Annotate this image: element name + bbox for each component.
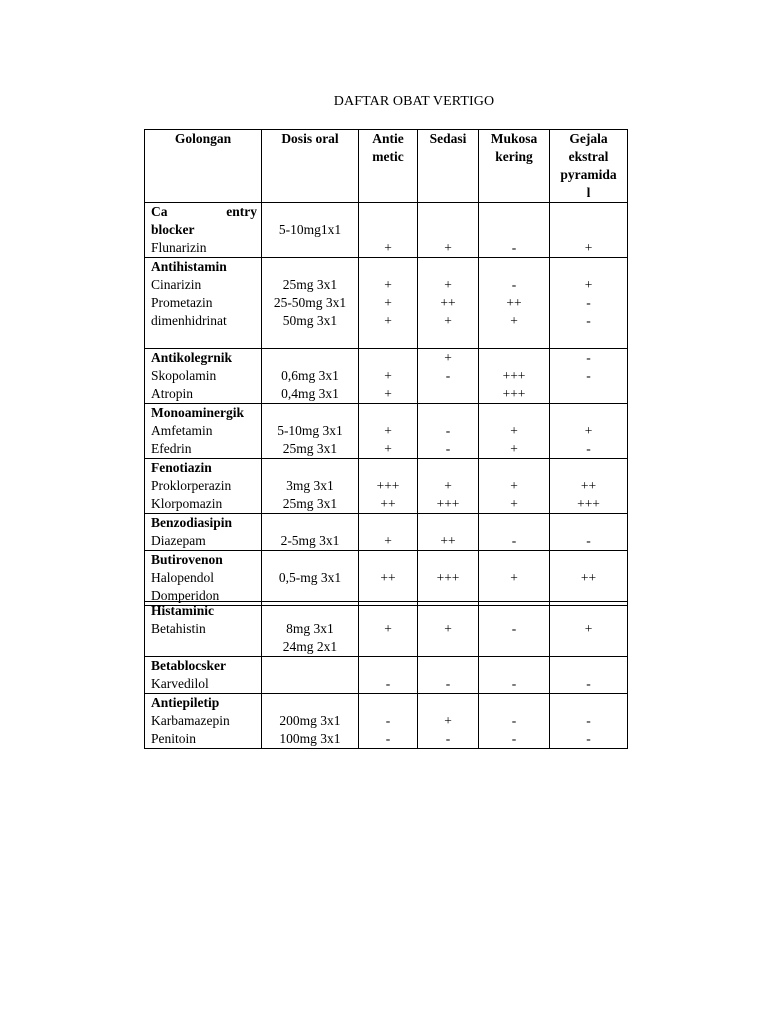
- effect-value: +++: [502, 386, 526, 401]
- effect-value: -: [385, 731, 391, 746]
- mukosa-cell: [479, 459, 550, 514]
- effect-value: ++: [440, 295, 456, 310]
- effect-value: +: [444, 313, 452, 328]
- effect-value: [418, 459, 478, 477]
- dose-value: 100mg 3x1: [279, 731, 341, 746]
- effect-value: +: [384, 295, 392, 310]
- gejala-cell: [550, 404, 628, 459]
- gejala-cell: [550, 349, 628, 404]
- effect-value: -: [511, 676, 517, 691]
- effect-value: +++: [376, 478, 400, 493]
- effect-value: [418, 221, 478, 239]
- effect-value: [550, 221, 627, 239]
- effect-value: +: [584, 621, 593, 636]
- effect-value: +: [384, 621, 392, 636]
- sedasi-cell: [418, 203, 479, 258]
- effect-value: [479, 221, 549, 239]
- effect-value: [359, 330, 417, 348]
- effect-value: -: [445, 368, 451, 383]
- effect-value: -: [586, 533, 591, 548]
- effect-value: -: [445, 441, 451, 456]
- sedasi-cell: [418, 349, 479, 404]
- drug-class-label: Fenotiazin: [151, 460, 212, 475]
- golongan-cell: [145, 459, 262, 514]
- effect-value: [418, 514, 478, 532]
- effect-value: [418, 258, 478, 276]
- golongan-cell: [145, 404, 262, 459]
- drug-name: Halopendol: [151, 570, 214, 585]
- drug-name: Betahistin: [151, 621, 206, 636]
- effect-value: [550, 551, 627, 569]
- effect-value: [550, 694, 627, 712]
- effect-value: +: [384, 313, 392, 328]
- effect-value: [359, 404, 417, 422]
- dose-value: [262, 404, 358, 422]
- drug-class-label: Antikolegrnik: [151, 350, 233, 365]
- drug-name: Penitoin: [151, 731, 197, 746]
- effect-value: [550, 459, 627, 477]
- dose-value: [262, 349, 358, 367]
- effect-value: ++: [380, 570, 396, 585]
- dosis-cell: [262, 694, 359, 749]
- drug-class-word: Ca: [151, 204, 168, 219]
- effect-value: +: [444, 713, 452, 728]
- drug-name: [151, 638, 261, 656]
- effect-value: [418, 551, 478, 569]
- dosis-cell: [262, 551, 359, 606]
- effect-value: -: [445, 676, 451, 691]
- effect-value: [550, 404, 627, 422]
- golongan-cell: [145, 514, 262, 551]
- table-row: [145, 203, 628, 258]
- dose-value: [262, 239, 358, 257]
- effect-value: [359, 551, 417, 569]
- table-row: [145, 258, 628, 349]
- effect-value: +: [510, 423, 518, 438]
- header-line: Mukosa: [490, 131, 538, 146]
- effect-value: +++: [577, 496, 600, 511]
- antiemetic-cell: [359, 203, 418, 258]
- drug-class-label: Butirovenon: [151, 552, 223, 567]
- drug-class-label: Benzodiasipin: [151, 515, 233, 530]
- effect-value: +: [384, 368, 392, 383]
- dose-value: 25-50mg 3x1: [273, 295, 347, 310]
- mukosa-cell: [479, 349, 550, 404]
- effect-value: -: [586, 676, 591, 691]
- effect-value: -: [586, 350, 591, 365]
- drug-class-label: Antiepiletip: [151, 695, 220, 710]
- effect-value: +: [384, 386, 392, 401]
- effect-value: +: [510, 570, 518, 585]
- dose-value: 0,6mg 3x1: [281, 368, 339, 383]
- effect-value: +: [584, 277, 593, 292]
- dose-value: 25mg 3x1: [282, 277, 338, 292]
- dose-value: [262, 675, 358, 693]
- antiemetic-cell: [359, 514, 418, 551]
- effect-value: -: [445, 731, 451, 746]
- effect-value: [359, 258, 417, 276]
- antiemetic-cell: [359, 258, 418, 349]
- effect-value: [479, 459, 549, 477]
- dose-value: [262, 657, 358, 675]
- gejala-cell: [550, 657, 628, 694]
- drug-name: Skopolamin: [151, 368, 217, 383]
- effect-value: +++: [436, 496, 460, 511]
- dosis-cell: [262, 349, 359, 404]
- drug-class-label: Monoaminergik: [151, 405, 244, 420]
- effect-value: +: [384, 277, 392, 292]
- effect-value: -: [586, 295, 591, 310]
- drug-name: Diazepam: [151, 533, 206, 548]
- effect-value: -: [511, 731, 517, 746]
- sedasi-cell: [418, 404, 479, 459]
- effect-value: -: [586, 441, 591, 456]
- antiemetic-cell: [359, 404, 418, 459]
- effect-value: [479, 203, 549, 221]
- table-row: [145, 404, 628, 459]
- effect-value: -: [511, 621, 517, 636]
- effect-value: -: [385, 713, 391, 728]
- effect-value: [359, 602, 417, 620]
- gejala-cell: [550, 602, 628, 657]
- effect-value: [479, 514, 549, 532]
- golongan-cell: [145, 258, 262, 349]
- sedasi-cell: [418, 657, 479, 694]
- gejala-cell: [550, 694, 628, 749]
- drug-name: Karbamazepin: [151, 713, 230, 728]
- table-row: [145, 694, 628, 749]
- antiemetic-cell: [359, 459, 418, 514]
- dosis-cell: [262, 258, 359, 349]
- effect-value: -: [586, 313, 591, 328]
- gejala-cell: [550, 459, 628, 514]
- effect-value: [550, 514, 627, 532]
- dose-value: 5-10mg 3x1: [277, 423, 343, 438]
- effect-value: [479, 694, 549, 712]
- header-dosis-oral: [262, 130, 359, 203]
- effect-value: [418, 657, 478, 675]
- mukosa-cell: [479, 657, 550, 694]
- header-line: metic: [372, 149, 404, 164]
- effect-value: [550, 258, 627, 276]
- effect-value: [550, 602, 627, 620]
- effect-value: [550, 385, 627, 403]
- drug-table: [144, 129, 628, 606]
- dose-value: [262, 694, 358, 712]
- header-line: kering: [495, 149, 533, 164]
- effect-value: +: [444, 621, 452, 636]
- effect-value: [359, 221, 417, 239]
- antiemetic-cell: [359, 657, 418, 694]
- header-line: Gejala: [569, 131, 608, 146]
- table-row: [145, 349, 628, 404]
- dose-value: [262, 514, 358, 532]
- effect-value: ++: [380, 496, 396, 511]
- effect-value: [418, 385, 478, 403]
- drug-class-word: entry: [226, 204, 257, 219]
- sedasi-cell: [418, 459, 479, 514]
- dose-value: [262, 203, 358, 221]
- effect-value: +: [584, 423, 593, 438]
- dosis-cell: [262, 203, 359, 258]
- effect-value: [479, 657, 549, 675]
- effect-value: [418, 203, 478, 221]
- dose-value: 2-5mg 3x1: [280, 533, 340, 548]
- table-header-row: [145, 130, 628, 203]
- effect-value: -: [511, 533, 517, 548]
- dose-value: 0,5-mg 3x1: [278, 570, 342, 585]
- mukosa-cell: [479, 404, 550, 459]
- golongan-cell: [145, 203, 262, 258]
- drug-name: dimenhidrinat: [151, 313, 227, 328]
- dose-value: 0,4mg 3x1: [281, 386, 339, 401]
- effect-value: +: [444, 478, 452, 493]
- sedasi-cell: [418, 514, 479, 551]
- effect-value: [359, 694, 417, 712]
- drug-name: Atropin: [151, 386, 193, 401]
- dosis-cell: [262, 657, 359, 694]
- effect-value: +: [384, 441, 392, 456]
- drug-name: Klorpomazin: [151, 496, 223, 511]
- sedasi-cell: [418, 694, 479, 749]
- dose-value: 25mg 3x1: [282, 496, 338, 511]
- drug-name: [151, 330, 261, 348]
- effect-value: [550, 330, 627, 348]
- effect-value: [418, 694, 478, 712]
- header-mukosa-kering: [479, 130, 550, 203]
- header-golongan: [145, 130, 262, 203]
- drug-name: Flunarizin: [151, 240, 207, 255]
- antiemetic-cell: [359, 602, 418, 657]
- drug-class-label: Histaminic: [151, 603, 214, 618]
- effect-value: [359, 657, 417, 675]
- effect-value: +: [510, 313, 518, 328]
- dosis-cell: [262, 459, 359, 514]
- dose-value: 5-10mg1x1: [278, 222, 342, 237]
- effect-value: ++: [440, 533, 456, 548]
- mukosa-cell: [479, 203, 550, 258]
- sedasi-cell: [418, 258, 479, 349]
- dose-value: [262, 459, 358, 477]
- gejala-cell: [550, 514, 628, 551]
- effect-value: +: [444, 277, 452, 292]
- effect-value: [479, 404, 549, 422]
- header-line: Golongan: [174, 131, 232, 146]
- dosis-cell: [262, 404, 359, 459]
- effect-value: [550, 638, 627, 656]
- effect-value: +: [510, 441, 518, 456]
- dose-value: [262, 258, 358, 276]
- effect-value: ++: [506, 295, 522, 310]
- effect-value: [359, 638, 417, 656]
- drug-name: Efedrin: [151, 441, 192, 456]
- dose-value: 25mg 3x1: [282, 441, 338, 456]
- header-line: Dosis oral: [281, 131, 339, 146]
- effect-value: +: [444, 350, 452, 365]
- dose-value: 200mg 3x1: [279, 713, 341, 728]
- dose-value: 3mg 3x1: [286, 478, 334, 493]
- effect-value: +: [510, 496, 518, 511]
- effect-value: -: [586, 368, 591, 383]
- effect-value: -: [586, 713, 591, 728]
- drug-name: Domperidon: [151, 588, 220, 603]
- effect-value: [359, 459, 417, 477]
- table-row: [145, 551, 628, 606]
- mukosa-cell: [479, 258, 550, 349]
- golongan-cell: [145, 694, 262, 749]
- table-row: [145, 657, 628, 694]
- effect-value: [479, 638, 549, 656]
- drug-name: Cinarizin: [151, 277, 202, 292]
- header-line: l: [586, 185, 591, 200]
- dose-value: 8mg 3x1: [286, 621, 334, 636]
- effect-value: [418, 330, 478, 348]
- effect-value: +: [384, 533, 392, 548]
- mukosa-cell: [479, 551, 550, 606]
- gejala-cell: [550, 258, 628, 349]
- drug-class-label: Betablocsker: [151, 658, 226, 673]
- effect-value: +: [384, 240, 392, 255]
- effect-value: -: [586, 731, 591, 746]
- effect-value: [418, 404, 478, 422]
- golongan-cell: [145, 349, 262, 404]
- dose-value: [262, 330, 358, 348]
- drug-name: Karvedilol: [151, 676, 209, 691]
- dose-value: 50mg 3x1: [282, 313, 338, 328]
- dose-value: 24mg 2x1: [282, 639, 338, 654]
- golongan-cell: [145, 657, 262, 694]
- header-line: Sedasi: [429, 131, 467, 146]
- dose-value: [262, 551, 358, 569]
- drug-class-label: blocker: [151, 222, 195, 237]
- effect-value: +: [444, 240, 452, 255]
- header-line: ekstral: [568, 149, 609, 164]
- header-antiemetic: [359, 130, 418, 203]
- dosis-cell: [262, 602, 359, 657]
- effect-value: +: [584, 240, 593, 255]
- golongan-cell: [145, 551, 262, 606]
- effect-value: -: [511, 240, 517, 255]
- table-row: [145, 459, 628, 514]
- gejala-cell: [550, 551, 628, 606]
- effect-value: [359, 203, 417, 221]
- effect-value: [479, 258, 549, 276]
- antiemetic-cell: [359, 551, 418, 606]
- drug-name: Prometazin: [151, 295, 213, 310]
- drug-class-label: [151, 203, 261, 221]
- effect-value: [550, 203, 627, 221]
- mukosa-cell: [479, 514, 550, 551]
- effect-value: -: [385, 676, 391, 691]
- sedasi-cell: [418, 551, 479, 606]
- effect-value: [418, 602, 478, 620]
- table-row: [145, 602, 628, 657]
- effect-value: [479, 349, 549, 367]
- header-sedasi: [418, 130, 479, 203]
- header-line: Antie: [372, 131, 404, 146]
- effect-value: +: [384, 423, 392, 438]
- effect-value: -: [511, 277, 517, 292]
- document-title: DAFTAR OBAT VERTIGO: [333, 94, 495, 109]
- drug-class-label: Antihistamin: [151, 259, 227, 274]
- effect-value: [479, 330, 549, 348]
- header-line: pyramida: [560, 167, 617, 182]
- antiemetic-cell: [359, 349, 418, 404]
- effect-value: [550, 657, 627, 675]
- effect-value: +: [510, 478, 518, 493]
- effect-value: +++: [502, 368, 526, 383]
- table-row: [145, 514, 628, 551]
- effect-value: ++: [580, 478, 597, 493]
- effect-value: [479, 602, 549, 620]
- effect-value: -: [445, 423, 451, 438]
- antiemetic-cell: [359, 694, 418, 749]
- effect-value: [479, 551, 549, 569]
- mukosa-cell: [479, 602, 550, 657]
- dose-value: [262, 602, 358, 620]
- sedasi-cell: [418, 602, 479, 657]
- golongan-cell: [145, 602, 262, 657]
- header-gejala-ekstrapiramidal: [550, 130, 628, 203]
- drug-table-continued: [144, 601, 628, 749]
- mukosa-cell: [479, 694, 550, 749]
- effect-value: [359, 514, 417, 532]
- effect-value: -: [511, 713, 517, 728]
- effect-value: ++: [580, 570, 597, 585]
- effect-value: +++: [436, 570, 460, 585]
- gejala-cell: [550, 203, 628, 258]
- drug-name: Amfetamin: [151, 423, 213, 438]
- effect-value: [359, 349, 417, 367]
- dosis-cell: [262, 514, 359, 551]
- effect-value: [418, 638, 478, 656]
- drug-name: Proklorperazin: [151, 478, 232, 493]
